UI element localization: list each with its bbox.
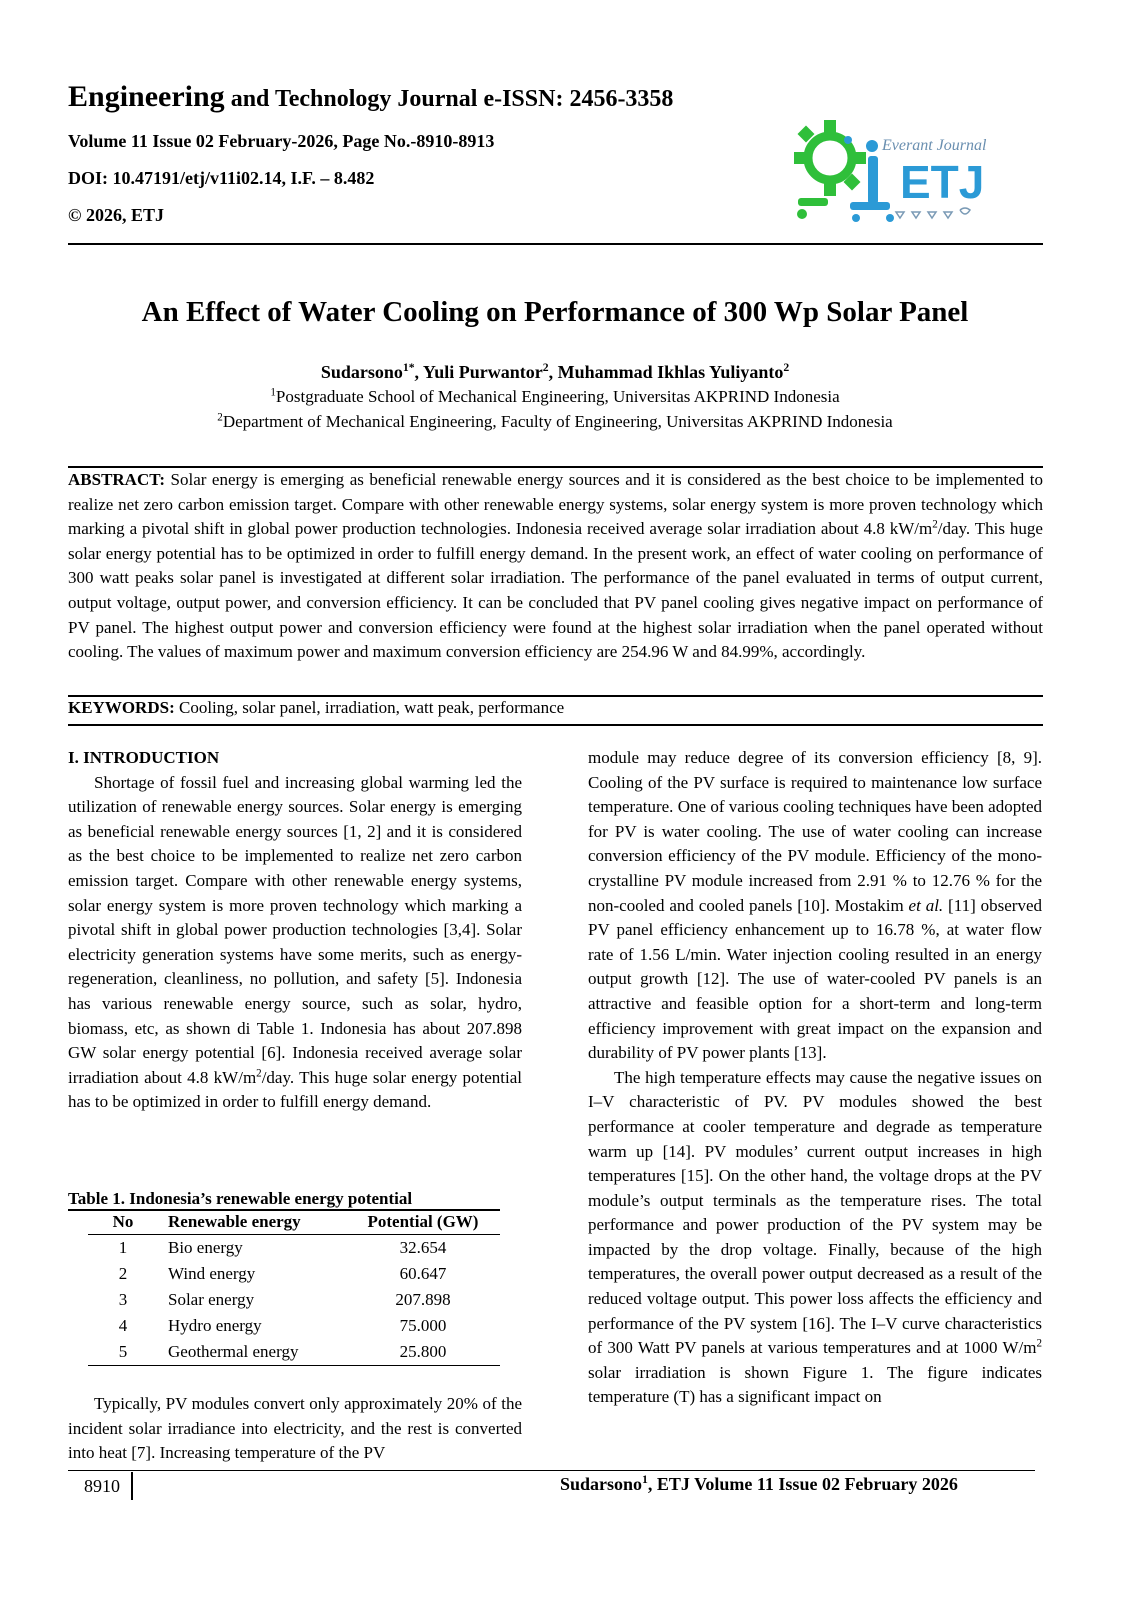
- gear-circuit-icon: [790, 118, 1000, 228]
- table-row: 5 Geothermal energy 25.800: [88, 1339, 500, 1366]
- table-row: 4 Hydro energy 75.000: [118, 1316, 447, 1335]
- abstract-bottom-rule: [68, 695, 1043, 697]
- author: Yuli Purwantor: [422, 362, 543, 382]
- paragraph: module may reduce degree of its conversion efficiency [8, 9]. Cooling of the PV surface is required to maintenance low surface temperature. One of various cooling techniques have been adopted for PV is water cooling. The use of water cooling can increase conversion efficiency of the PV module. Efficiency of the mono-crystalline PV module increased from 2.91 % to 12.76 % for the non-cooled and cooled panels [10]. Mostakim et al. [11] observed PV panel efficiency enhancement up to 16.78 %, at water flow rate of 1.56 L/min. Water injection cooling resulted in an energy output growth [12]. The use of water-cooled PV panels is an attractive and feasible option for a short-term and long-term efficiency improvement with great impact on the expansion and durability of PV power plants [13].: [588, 748, 1042, 1063]
- paragraph: The high temperature effects may cause the negative issues on I–V characteristic of PV. PV modules showed the best performance at cooler temperature and degrade as temperature warm up [14]. PV modules’ current output increases in high temperatures [15]. On the other hand, the voltage drops at the PV module’s output terminals as the temperature rises. The total performance and power production of the PV system may be impacted by the drop voltage. Finally, because of the high temperatures, the overall power output decreased as a result of the reduced voltage output. This power loss affects the efficiency and performance of the PV system [16]. The I–V curve characteristics of 300 Watt PV panels at various temperatures and at 1000 $W/m^2$ solar irradiation is shown Figure 1. The figure indicates temperature (T) has a significant impact on: [588, 1067, 1042, 1407]
- table-row: 2 Wind energy 60.647: [118, 1264, 447, 1283]
- energy-potential-table: [88, 1210, 500, 1366]
- section-heading: I. INTRODUCTION: [68, 748, 220, 767]
- table-row: 1 Bio energy 32.654: [118, 1238, 447, 1257]
- doi-info: DOI: 10.47191/etj/v11i02.14, I.F. – 8.482: [68, 168, 375, 188]
- right-column: [588, 746, 1042, 1410]
- keywords-label: KEYWORDS:: [68, 698, 175, 717]
- paragraph: Typically, PV modules convert only approximately 20% of the incident solar irradiance into electricity, and the rest is converted into heat [7]. Increasing temperature of the PV: [68, 1394, 522, 1463]
- author: Muhammad Ikhlas Yuliyanto: [557, 362, 784, 382]
- paragraph: Shortage of fossil fuel and increasing global warming led the utilization of renewable energy sources. Solar energy is emerging as beneficial renewable energy sources [1, 2] and it is considered as the best choice to be implemented to realize net zero carbon emission target. Compare with other renewable energy systems, solar energy system is more proven technology which marking a pivotal shift in global power production technologies [3,4]. Solar electricity generation systems have some merits, such as energy-regeneration, cleanliness, no pollution, and safety [5]. Indonesia has various renewable energy source, such as solar, hydro, biomass, etc, as shown di Table 1. Indonesia has about 207.898 GW solar energy potential [6]. Indonesia received average solar irradiation about 4.8 $kW/m^2$/day. This huge solar energy potential has to be optimized in order to fulfill energy demand.: [68, 772, 522, 1112]
- etj-logo: [790, 118, 1000, 228]
- left-column-bottom: [68, 1392, 522, 1466]
- footer-rule: [68, 1470, 1035, 1471]
- paper-title: An Effect of Water Cooling on Performance of 300 Wp Solar Panel: [141, 296, 969, 328]
- table-row: 3 Solar energy 207.898: [118, 1290, 451, 1309]
- table-header-row: No Renewable energy Potential (GW): [88, 1211, 500, 1235]
- affiliation: $^1$Postgraduate School of Mechanical Engineering, Universitas AKPRIND Indonesia: [270, 386, 840, 406]
- header-divider: [68, 243, 1043, 245]
- abstract: ABSTRACT: Solar energy is emerging as beneficial renewable energy sources and it is considered as the best choice to be implemented to realize net zero carbon emission target. Compare with other renewable energy systems, solar energy system is more proven technology which marking a pivotal shift in global power production technologies. Indonesia received average solar irradiation about 4.8 $kW/m^2$/day. This huge solar energy potential has to be optimized in order to fulfill energy demand. In the present work, an effect of water cooling on performance of 300 watt peaks solar panel is investigated at different solar irradiation. The performance of the panel evaluated in terms of output current, output voltage, output power, and conversion efficiency. It can be concluded that PV panel cooling gives negative impact on performance of PV panel. The highest output power and conversion efficiency were found at the highest solar irradiation when the panel operated without cooling. The values of maximum power and maximum conversion efficiency are 254.96 W and 84.99%, accordingly.: [68, 470, 1043, 662]
- left-column: [68, 746, 522, 1115]
- volume-info: Volume 11 Issue 02 February-2026, Page No.-8910-8913: [68, 131, 495, 151]
- svg-text:ETJ: ETJ: [900, 156, 985, 208]
- affiliation: $^2$Department of Mechanical Engineering, Faculty of Engineering, Universitas AKPRIND Indonesia: [217, 411, 893, 431]
- author: Sudarsono: [320, 362, 403, 382]
- journal-name: Engineering and Technology Journal e-ISSN: 2456-3358: [68, 80, 674, 113]
- footer-separator: [131, 1472, 133, 1500]
- keywords: KEYWORDS: Cooling, solar panel, irradiation, watt peak, performance: [68, 698, 565, 717]
- author-list: Sudarsono$^{1*}$, Yuli Purwantor$^2$, Muhammad Ikhlas Yuliyanto$^2$: [320, 361, 790, 382]
- copyright: © 2026, ETJ: [68, 205, 164, 225]
- table-caption: Table 1. Indonesia’s renewable energy potential: [68, 1189, 413, 1208]
- running-footer: Sudarsono$^1$, ETJ Volume 11 Issue 02 February 2026: [560, 1473, 958, 1494]
- abstract-label: ABSTRACT:: [68, 470, 165, 489]
- page-number: 8910: [84, 1476, 120, 1496]
- keywords-rule: [68, 724, 1043, 726]
- svg-text:Everant Journal: Everant Journal: [882, 137, 987, 154]
